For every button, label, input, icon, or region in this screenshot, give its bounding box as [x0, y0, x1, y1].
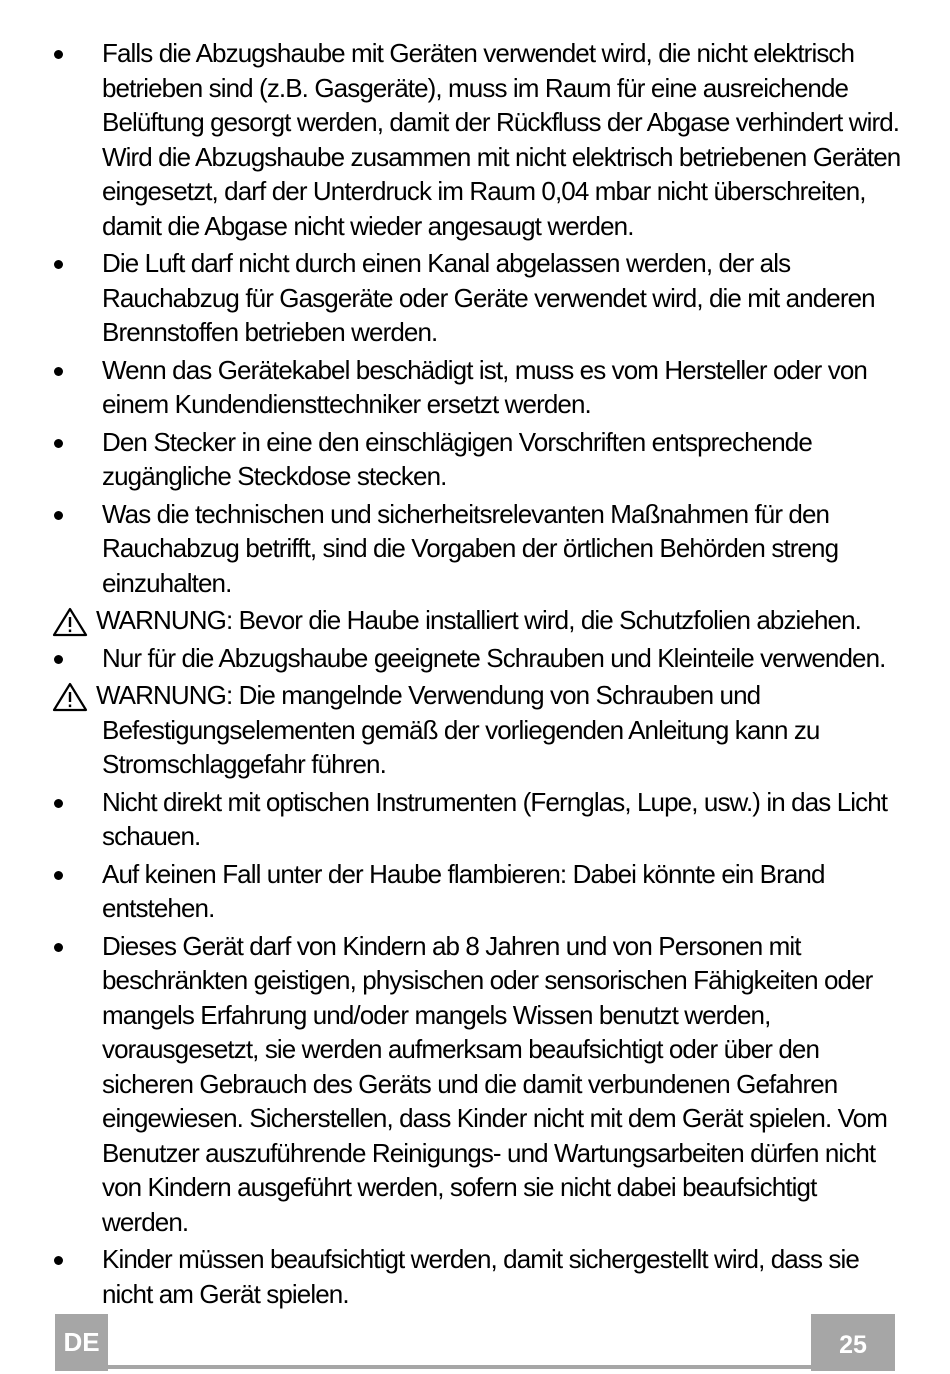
list-item-text: Kinder müssen beaufsichtigt werden, damit sichergestellt wird, dass sie nicht am Gerät spielen.	[102, 1244, 859, 1309]
list-item	[52, 425, 902, 494]
warning-continuation-text: Befestigungselementen gemäß der vorliegenden Anleitung kann zu Stromschlaggefahr führen.	[102, 714, 820, 779]
bullet-icon	[54, 367, 63, 376]
bullet-icon	[54, 943, 63, 952]
warning-triangle-icon	[52, 607, 88, 637]
bullet-icon	[54, 871, 63, 880]
list-item	[52, 785, 902, 854]
warning-label: WARNUNG:	[96, 605, 233, 635]
list-item-text: Dieses Gerät darf von Kindern ab 8 Jahren und von Personen mit beschränkten geistigen, physischen oder sensorischen Fähigkeiten oder mangels Erfahrung und/oder mangels Wissen benutzt werden, vorausgesetzt, sie werden aufmerksam beaufsichtigt oder über den sicheren Gebrauch des Geräts und die damit verbundenen Gefahren eingewiesen. Sicherstellen, dass Kinder nicht mit dem Gerät spielen. Vom Benutzer auszuführende Reinigungs- und Wartungsarbeiten dürfen nicht von Kindern ausgeführt werden, sofern sie nicht dabei beaufsichtigt werden.	[102, 930, 887, 1237]
list-item	[52, 36, 902, 243]
page-footer	[55, 1314, 895, 1371]
page-number: 25	[811, 1314, 895, 1371]
bullet-icon	[54, 439, 63, 448]
bullet-icon	[54, 799, 63, 808]
footer-divider	[108, 1365, 811, 1369]
bullet-icon	[54, 260, 63, 269]
safety-instructions-list	[52, 36, 902, 1314]
list-item-text: Was die technischen und sicherheitsrelevanten Maßnahmen für den Rauchabzug betrifft, sind die Vorgaben der örtlichen Behörden streng einzuhalten.	[102, 498, 839, 598]
list-item-text: Auf keinen Fall unter der Haube flambieren: Dabei könnte ein Brand entstehen.	[102, 858, 825, 923]
list-item-text: Falls die Abzugshaube mit Geräten verwendet wird, die nicht elektrisch betrieben sind (z.B. Gasgeräte), muss im Raum für eine ausreichende Belüftung gesorgt werden, damit der Rückfluss der Abgase verhindert wird. Wird die Abzugshaube zusammen mit nicht elektrisch betriebenen Geräten eingesetzt, darf der Unterdruck im Raum 0,04 mbar nicht überschreiten, damit die Abgase nicht wieder angesaugt werden.	[102, 38, 901, 241]
list-item	[52, 497, 902, 601]
warning-item	[52, 603, 902, 638]
list-item	[52, 353, 902, 422]
list-item	[52, 641, 902, 676]
bullet-icon	[54, 50, 63, 59]
list-item-text: Nicht direkt mit optischen Instrumenten (Fernglas, Lupe, usw.) in das Licht schauen.	[102, 786, 888, 851]
language-badge: DE	[55, 1314, 108, 1371]
list-item-text: Die Luft darf nicht durch einen Kanal abgelassen werden, der als Rauchabzug für Gasgeräte oder Geräte verwendet wird, die mit anderen Brennstoffen betrieben werden.	[102, 248, 875, 347]
bullet-icon	[54, 655, 63, 664]
warning-label: WARNUNG:	[96, 680, 233, 710]
list-item	[52, 929, 902, 1240]
bullet-icon	[54, 511, 63, 520]
list-item	[52, 1242, 902, 1311]
list-item-text: Wenn das Gerätekabel beschädigt ist, muss es vom Hersteller oder von einem Kundendiensttechniker ersetzt werden.	[102, 354, 867, 419]
list-item	[52, 246, 902, 350]
warning-triangle-icon	[52, 682, 88, 712]
list-item	[52, 857, 902, 926]
bullet-icon	[54, 1256, 63, 1265]
list-item-text: Nur für die Abzugshaube geeignete Schrauben und Kleinteile verwenden.	[102, 642, 886, 673]
warning-text: Bevor die Haube installiert wird, die Schutzfolien abziehen.	[238, 605, 861, 635]
list-item-text: Den Stecker in eine den einschlägigen Vorschriften entsprechende zugängliche Steckdose stecken.	[102, 426, 812, 491]
warning-text: Die mangelnde Verwendung von Schrauben und	[238, 680, 761, 710]
warning-item	[52, 678, 902, 782]
